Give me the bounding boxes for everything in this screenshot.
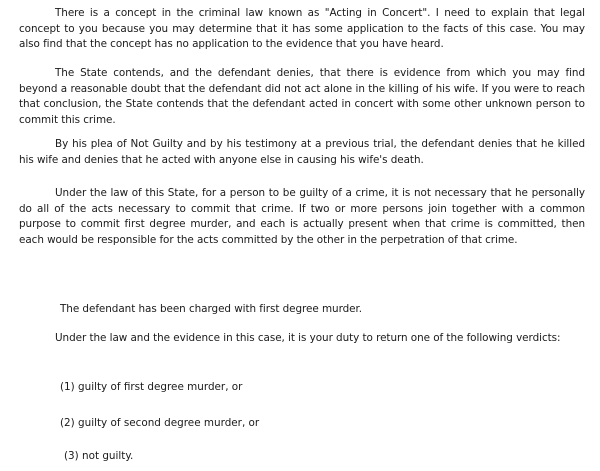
paragraph-state-contends: The State contends, and the defendant denies, that there is evidence from which you may find beyond a reasonable doubt that the defendant did not act alone in the killing of his wife. If you were to reach that conclusion, the State contends that the defendant acted in concert with some other unknown person to commit this crime.	[19, 67, 585, 126]
verdict-option-2: (2) guilty of second degree murder, or	[60, 417, 260, 429]
verdict-option-1: (1) guilty of first degree murder, or	[60, 381, 243, 393]
paragraph-acting-in-concert: There is a concept in the criminal law known as "Acting in Concert". I need to explain that legal concept to you because you may determine that it has some application to the facts of this case. You may also find that the concept has no application to the evidence that you have heard.	[19, 7, 585, 51]
paragraph-law-of-state: Under the law of this State, for a person to be guilty of a crime, it is not necessary that he personally do all of the acts necessary to commit that crime. If two or more persons join together with a common purpose to commit first degree murder, and each is actually present when that crime is committed, then each would be responsible for the acts committed by the other in the perpetration of that crime.	[19, 187, 585, 246]
paragraph-duty-verdicts: Under the law and the evidence in this case, it is your duty to return one of the following verdicts:	[55, 332, 561, 344]
paragraph-plea-not-guilty: By his plea of Not Guilty and by his testimony at a previous trial, the defendant denies that he killed his wife and denies that he acted with anyone else in causing his wife's death.	[19, 138, 585, 166]
verdict-option-3: (3) not guilty.	[64, 450, 134, 462]
paragraph-charge: The defendant has been charged with first degree murder.	[60, 303, 363, 315]
